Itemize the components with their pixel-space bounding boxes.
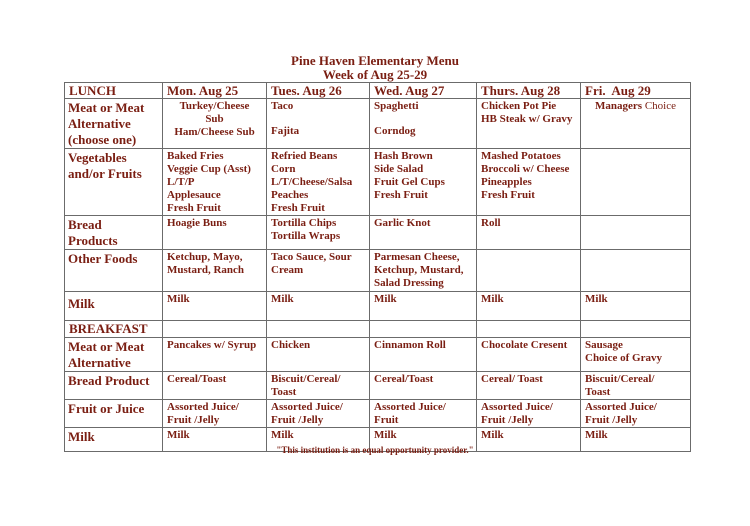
lunch-other-mon — [163, 250, 267, 292]
lunch-bread-label — [65, 216, 163, 250]
lunch-veg-row — [65, 149, 691, 216]
lunch-meat-wed — [370, 99, 477, 149]
menu-item: Ketchup, Mustard, — [374, 264, 464, 276]
breakfast-bread-tue — [267, 372, 370, 400]
day-header-thu: Thurs. Aug 28 — [477, 83, 581, 99]
breakfast-fruit-fri — [581, 400, 691, 428]
label-line: Other Foods — [68, 251, 138, 266]
breakfast-milk-mon: Milk — [163, 428, 267, 452]
menu-item: Assorted Juice/ — [167, 401, 239, 413]
lunch-veg-mon — [163, 149, 267, 216]
lunch-meat-tue — [267, 99, 370, 149]
lunch-milk-wed: Milk — [370, 292, 477, 321]
breakfast-bread-mon — [163, 372, 267, 400]
menu-item: Taco Sauce, Sour — [271, 251, 352, 263]
menu-item: Ham/Cheese Sub — [174, 126, 255, 138]
lunch-milk-tue: Milk — [267, 292, 370, 321]
breakfast-bread-thu — [477, 372, 581, 400]
menu-item: Toast — [271, 386, 297, 398]
menu-item: Pancakes w/ Syrup — [167, 339, 257, 351]
lunch-veg-tue — [267, 149, 370, 216]
menu-item: Biscuit/Cereal/ — [271, 373, 341, 385]
lunch-bread-fri — [581, 216, 691, 250]
breakfast-bread-label: Bread Product — [65, 372, 163, 400]
lunch-veg-wed — [370, 149, 477, 216]
menu-item: Fruit /Jelly — [585, 414, 638, 426]
breakfast-fruit-row — [65, 400, 691, 428]
menu-item: Fruit /Jelly — [167, 414, 220, 426]
lunch-header: LUNCH — [65, 83, 163, 99]
breakfast-fruit-tue — [267, 400, 370, 428]
menu-item: Fruit Gel Cups — [374, 176, 445, 188]
menu-item: Fresh Fruit — [481, 189, 535, 201]
menu-item: Salad Dressing — [374, 277, 444, 289]
breakfast-meat-fri — [581, 338, 691, 372]
label-line: and/or Fruits — [68, 166, 142, 181]
choice-text: Choice — [642, 100, 676, 112]
menu-item: Baked Fries — [167, 150, 224, 162]
day-header-wed: Wed. Aug 27 — [370, 83, 477, 99]
menu-item: Hoagie Buns — [167, 217, 227, 229]
lunch-other-row — [65, 250, 691, 292]
menu-item: Corn — [271, 163, 296, 175]
lunch-meat-row — [65, 99, 691, 149]
lunch-bread-mon — [163, 216, 267, 250]
menu-item: Sausage — [585, 339, 623, 351]
breakfast-meat-mon — [163, 338, 267, 372]
menu-item: Biscuit/Cereal/ — [585, 373, 655, 385]
menu-item: Toast — [585, 386, 611, 398]
menu-item: Cereal/Toast — [374, 373, 434, 385]
breakfast-header-row — [65, 321, 691, 338]
menu-item: Sub — [205, 113, 224, 125]
menu-item: Fruit /Jelly — [481, 414, 534, 426]
lunch-bread-thu — [477, 216, 581, 250]
menu-item: Mustard, Ranch — [167, 264, 245, 276]
lunch-meat-thu — [477, 99, 581, 149]
menu-item: L/T/Cheese/Salsa — [271, 176, 353, 188]
day-header-mon: Mon. Aug 25 — [163, 83, 267, 99]
menu-item: Side Salad — [374, 163, 424, 175]
label-line: Vegetables — [68, 150, 127, 165]
lunch-other-wed — [370, 250, 477, 292]
menu-item: Refried Beans — [271, 150, 338, 162]
lunch-veg-label — [65, 149, 163, 216]
breakfast-meat-wed — [370, 338, 477, 372]
breakfast-meat-tue — [267, 338, 370, 372]
lunch-other-fri — [581, 250, 691, 292]
menu-title: Pine Haven Elementary Menu — [291, 53, 459, 68]
label-line: Bread — [68, 217, 102, 232]
breakfast-milk-fri: Milk — [581, 428, 691, 452]
lunch-bread-tue — [267, 216, 370, 250]
breakfast-meat-label — [65, 338, 163, 372]
menu-item: Ketchup, Mayo, — [167, 251, 243, 263]
menu-item: Fruit /Jelly — [271, 414, 324, 426]
lunch-meat-label — [65, 99, 163, 149]
label-line: Meat or Meat — [68, 339, 145, 354]
menu-item: Cream — [271, 264, 304, 276]
menu-item: Taco — [271, 100, 294, 112]
lunch-other-label — [65, 250, 163, 292]
menu-item: Fajita — [271, 125, 300, 137]
breakfast-fruit-wed — [370, 400, 477, 428]
menu-item: Peaches — [271, 189, 309, 201]
menu-item: Assorted Juice/ — [271, 401, 343, 413]
breakfast-bread-row — [65, 372, 691, 400]
menu-item: Assorted Juice/ — [585, 401, 657, 413]
lunch-meat-fri — [581, 99, 691, 149]
menu-item: Fresh Fruit — [167, 202, 221, 214]
menu-item: Cereal/Toast — [167, 373, 227, 385]
breakfast-bread-wed — [370, 372, 477, 400]
menu-item: Tortilla Chips — [271, 217, 337, 229]
breakfast-milk-thu: Milk — [477, 428, 581, 452]
lunch-other-thu — [477, 250, 581, 292]
label-line: (choose one) — [68, 132, 137, 147]
lunch-bread-row — [65, 216, 691, 250]
menu-item: Fresh Fruit — [271, 202, 325, 214]
label-line: Meat or Meat — [68, 100, 145, 115]
menu-item: Veggie Cup (Asst) — [167, 163, 251, 175]
menu-item: Broccoli w/ Cheese — [481, 163, 570, 175]
menu-item: Tortilla Wraps — [271, 230, 341, 242]
label-line: Alternative — [68, 116, 131, 131]
lunch-bread-wed — [370, 216, 477, 250]
managers-text: Managers — [595, 100, 643, 112]
menu-item: Roll — [481, 217, 501, 229]
menu-item: Chocolate Cresent — [481, 339, 568, 351]
breakfast-fruit-label: Fruit or Juice — [65, 400, 163, 428]
menu-item: Parmesan Cheese, — [374, 251, 460, 263]
breakfast-fruit-thu — [477, 400, 581, 428]
breakfast-header: BREAKFAST — [65, 321, 163, 338]
menu-item: Cereal/ Toast — [481, 373, 543, 385]
breakfast-fruit-mon — [163, 400, 267, 428]
lunch-header-row — [65, 83, 691, 99]
lunch-milk-row — [65, 292, 691, 321]
menu-item: Choice of Gravy — [585, 352, 662, 364]
equal-opportunity-footer: "This institution is an equal opportunity provider." — [276, 445, 474, 455]
menu-item — [585, 100, 686, 113]
lunch-milk-thu: Milk — [477, 292, 581, 321]
menu-week: Week of Aug 25-29 — [322, 67, 428, 82]
menu-item: Cinnamon Roll — [374, 339, 446, 351]
menu-item: Fruit — [374, 414, 399, 426]
menu-item: Garlic Knot — [374, 217, 431, 229]
menu-item: Mashed Potatoes — [481, 150, 561, 162]
menu-item: Applesauce — [167, 189, 221, 201]
menu-item: L/T/P — [167, 176, 195, 188]
menu-item: Fresh Fruit — [374, 189, 428, 201]
menu-item: Pineapples — [481, 176, 532, 188]
menu-table — [64, 82, 691, 452]
lunch-veg-fri — [581, 149, 691, 216]
lunch-other-tue — [267, 250, 370, 292]
breakfast-meat-thu — [477, 338, 581, 372]
lunch-milk-mon: Milk — [163, 292, 267, 321]
menu-item: Hash Brown — [374, 150, 433, 162]
menu-item: Turkey/Cheese — [179, 100, 250, 112]
menu-item: Assorted Juice/ — [481, 401, 553, 413]
lunch-veg-thu — [477, 149, 581, 216]
day-header-fri: Fri. Aug 29 — [581, 83, 691, 99]
breakfast-milk-tue: Milk — [267, 428, 370, 452]
lunch-milk-fri: Milk — [581, 292, 691, 321]
menu-item: Chicken Pot Pie — [481, 100, 557, 112]
breakfast-milk-label: Milk — [65, 428, 163, 452]
label-line: Products — [68, 233, 118, 248]
breakfast-meat-row — [65, 338, 691, 372]
lunch-meat-mon — [163, 99, 267, 149]
day-header-tue: Tues. Aug 26 — [267, 83, 370, 99]
lunch-milk-label: Milk — [65, 292, 163, 321]
menu-item: Spaghetti — [374, 100, 419, 112]
menu-item: Assorted Juice/ — [374, 401, 446, 413]
menu-item: Chicken — [271, 339, 311, 351]
breakfast-bread-fri — [581, 372, 691, 400]
menu-item: Corndog — [374, 125, 416, 137]
menu-item: HB Steak w/ Gravy — [481, 113, 573, 125]
breakfast-milk-wed: Milk — [370, 428, 477, 452]
label-line: Alternative — [68, 355, 131, 370]
